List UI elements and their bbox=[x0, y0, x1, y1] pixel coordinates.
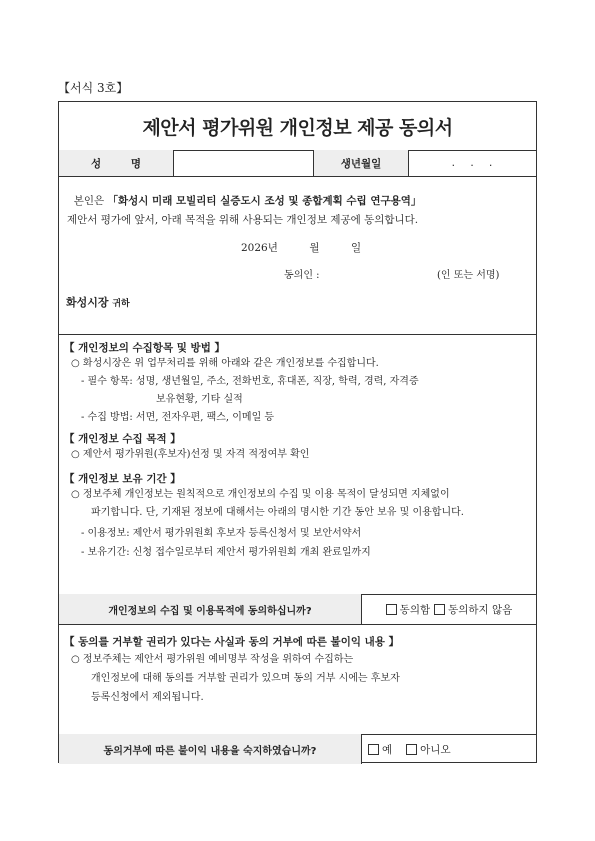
acknowledge-question-row bbox=[59, 734, 536, 764]
yes-checkbox[interactable] bbox=[368, 744, 379, 755]
yes-option[interactable] bbox=[368, 742, 392, 757]
acknowledge-question: 동의거부에 따른 불이익 내용을 숙지하였습니까? bbox=[59, 734, 362, 764]
retention-period-heading: 【 개인정보 보유 기간 】 bbox=[64, 473, 181, 485]
collection-purpose-heading: 【 개인정보 수집 목적 】 bbox=[64, 433, 181, 445]
usage-info: - 이용정보: 제안서 평가위원회 후보자 등록신청서 및 보안서약서 bbox=[81, 528, 362, 539]
signer-label: 동의인 : bbox=[284, 270, 320, 281]
name-field[interactable] bbox=[174, 150, 314, 176]
collection-statement: ○ 화성시장은 위 업무처리를 위해 아래와 같은 개인정보를 수집합니다. bbox=[71, 358, 379, 369]
agree-option[interactable] bbox=[386, 602, 430, 617]
retention-term: - 보유기간: 신청 접수일로부터 제안서 평가위원회 개최 완료일까지 bbox=[81, 547, 371, 558]
form-title: 제안서 평가위원 개인정보 제공 동의서 bbox=[59, 102, 536, 151]
retention-statement-cont: 파기합니다. 단, 기재된 정보에 대해서는 아래의 명시한 기간 동안 보유 및 이용합니다. bbox=[91, 507, 464, 518]
consent-options bbox=[362, 594, 536, 624]
consent-form bbox=[58, 101, 537, 763]
disagree-checkbox[interactable] bbox=[434, 604, 445, 615]
refusal-rights-heading: 【 동의를 거부할 권리가 있다는 사실과 동의 거부에 따른 불이익 내용 】 bbox=[64, 636, 400, 648]
consent-question-row bbox=[59, 594, 536, 625]
intro-suffix: 제안서 평가에 앞서, 아래 목적을 위해 사용되는 개인정보 제공에 동의합니다. bbox=[67, 214, 419, 226]
refusal-rights-section bbox=[59, 624, 536, 735]
no-option[interactable] bbox=[406, 742, 450, 757]
no-checkbox[interactable] bbox=[406, 744, 417, 755]
refusal-statement-cont: 개인정보에 대해 동의를 거부할 권리가 있으며 동의 거부 시에는 후보자 bbox=[91, 673, 400, 684]
addressee-name: 화성시장 bbox=[66, 296, 109, 309]
addressee-suffix: 귀하 bbox=[112, 299, 130, 309]
refusal-statement: ○ 정보주체는 제안서 평가위원 예비명부 작성을 위하여 수집하는 bbox=[71, 654, 354, 665]
consent-statement bbox=[67, 192, 528, 230]
disagree-label: 동의하지 않음 bbox=[448, 603, 513, 616]
disagree-option[interactable] bbox=[434, 602, 512, 617]
name-label: 성 명 bbox=[59, 150, 174, 176]
collection-items-heading: 【 개인정보의 수집항목 및 방법 】 bbox=[64, 342, 225, 354]
applicant-row bbox=[59, 150, 536, 177]
birthdate-field[interactable]: . . . bbox=[451, 157, 494, 169]
collection-method: - 수집 방법: 서면, 전자우편, 팩스, 이메일 등 bbox=[81, 412, 275, 423]
acknowledge-options bbox=[362, 734, 536, 764]
consent-date: 2026년 월 일 bbox=[241, 242, 362, 254]
intro-prefix: 본인은 bbox=[73, 195, 108, 207]
birthdate-label: 생년월일 bbox=[314, 150, 409, 176]
form-number-label: 【서식 3호】 bbox=[58, 81, 129, 95]
agree-label: 동의함 bbox=[399, 603, 431, 616]
retention-statement: ○ 정보주체 개인정보는 원칙적으로 개인정보의 수집 및 이용 목적이 달성되면 지체없이 bbox=[71, 489, 450, 500]
required-items: - 필수 항목: 성명, 생년월일, 주소, 전화번호, 휴대폰, 직장, 학력, 경력, 자격증 bbox=[81, 376, 419, 387]
consent-question: 개인정보의 수집 및 이용목적에 동의하십니까? bbox=[59, 594, 362, 624]
required-items-cont: 보유현황, 기타 실적 bbox=[156, 394, 243, 405]
consent-statement-section bbox=[59, 176, 536, 335]
yes-label: 예 bbox=[382, 743, 393, 756]
addressee bbox=[66, 294, 130, 310]
project-name: 「화성시 미래 모빌리티 실증도시 조성 및 종합계획 수립 연구용역」 bbox=[107, 195, 422, 207]
signature-mark[interactable]: (인 또는 서명) bbox=[437, 270, 500, 281]
collection-purpose: ○ 제안서 평가위원(후보자)선정 및 자격 적정여부 확인 bbox=[71, 449, 310, 460]
privacy-info-section bbox=[59, 334, 536, 595]
no-label: 아니오 bbox=[420, 743, 451, 756]
refusal-statement-end: 등록신청에서 제외됩니다. bbox=[91, 692, 204, 703]
agree-checkbox[interactable] bbox=[386, 604, 397, 615]
